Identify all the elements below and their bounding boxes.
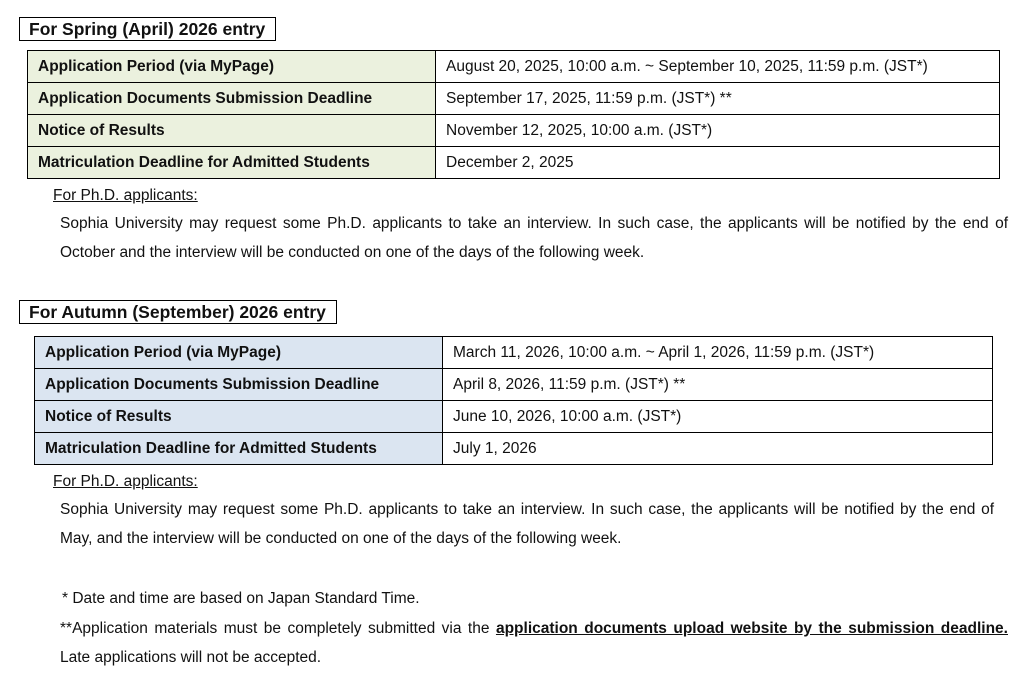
spring-matriculation-deadline-value: December 2, 2025 — [436, 147, 1000, 179]
upload-footnote-prefix: **Application materials must be completely submitted via the — [60, 620, 496, 637]
autumn-application-period-label: Application Period (via MyPage) — [35, 337, 443, 369]
spring-application-period-value: August 20, 2025, 10:00 a.m. ~ September 10, 2025, 11:59 p.m. (JST*) — [436, 51, 1000, 83]
spring-documents-deadline-label: Application Documents Submission Deadline — [28, 83, 436, 115]
autumn-phd-text: Sophia University may request some Ph.D. applicants to take an interview. In such case, the applicants will be notified by the end of May, and the interview will be conducted on one of the days of the following week. — [60, 501, 994, 547]
table-row — [35, 369, 993, 401]
table-row — [35, 401, 993, 433]
table-row — [28, 83, 1000, 115]
autumn-matriculation-deadline-value: July 1, 2026 — [443, 433, 993, 465]
spring-notice-of-results-value: November 12, 2025, 10:00 a.m. (JST*) — [436, 115, 1000, 147]
autumn-documents-deadline-value: April 8, 2026, 11:59 p.m. (JST*) ** — [443, 369, 993, 401]
spring-application-period-label: Application Period (via MyPage) — [28, 51, 436, 83]
upload-footnote — [60, 614, 1008, 672]
autumn-schedule-table — [34, 336, 993, 465]
autumn-documents-deadline-label: Application Documents Submission Deadline — [35, 369, 443, 401]
autumn-application-period-value: March 11, 2026, 10:00 a.m. ~ April 1, 2026, 11:59 p.m. (JST*) — [443, 337, 993, 369]
spring-documents-deadline-value: September 17, 2025, 11:59 p.m. (JST*) ** — [436, 83, 1000, 115]
spring-phd-text: Sophia University may request some Ph.D. applicants to take an interview. In such case, the applicants will be notified by the end of October and the interview will be conducted on one of the days of the following week. — [60, 215, 1008, 261]
spring-section-title: For Spring (April) 2026 entry — [19, 17, 276, 41]
autumn-notice-of-results-label: Notice of Results — [35, 401, 443, 433]
table-row — [28, 115, 1000, 147]
autumn-section-title: For Autumn (September) 2026 entry — [19, 300, 337, 324]
table-row — [28, 147, 1000, 179]
spring-phd-heading: For Ph.D. applicants: — [53, 187, 198, 204]
table-row — [28, 51, 1000, 83]
upload-footnote-suffix: Late applications will not be accepted. — [60, 649, 322, 666]
jst-footnote: * Date and time are based on Japan Standard Time. — [62, 590, 420, 607]
spring-schedule-table — [27, 50, 1000, 179]
spring-matriculation-deadline-label: Matriculation Deadline for Admitted Students — [28, 147, 436, 179]
autumn-notice-of-results-value: June 10, 2026, 10:00 a.m. (JST*) — [443, 401, 993, 433]
table-row — [35, 337, 993, 369]
autumn-matriculation-deadline-label: Matriculation Deadline for Admitted Students — [35, 433, 443, 465]
spring-notice-of-results-label: Notice of Results — [28, 115, 436, 147]
upload-website-link-text[interactable]: application documents upload website by the submission deadline. — [495, 620, 1008, 637]
autumn-phd-heading: For Ph.D. applicants: — [53, 473, 198, 490]
table-row — [35, 433, 993, 465]
